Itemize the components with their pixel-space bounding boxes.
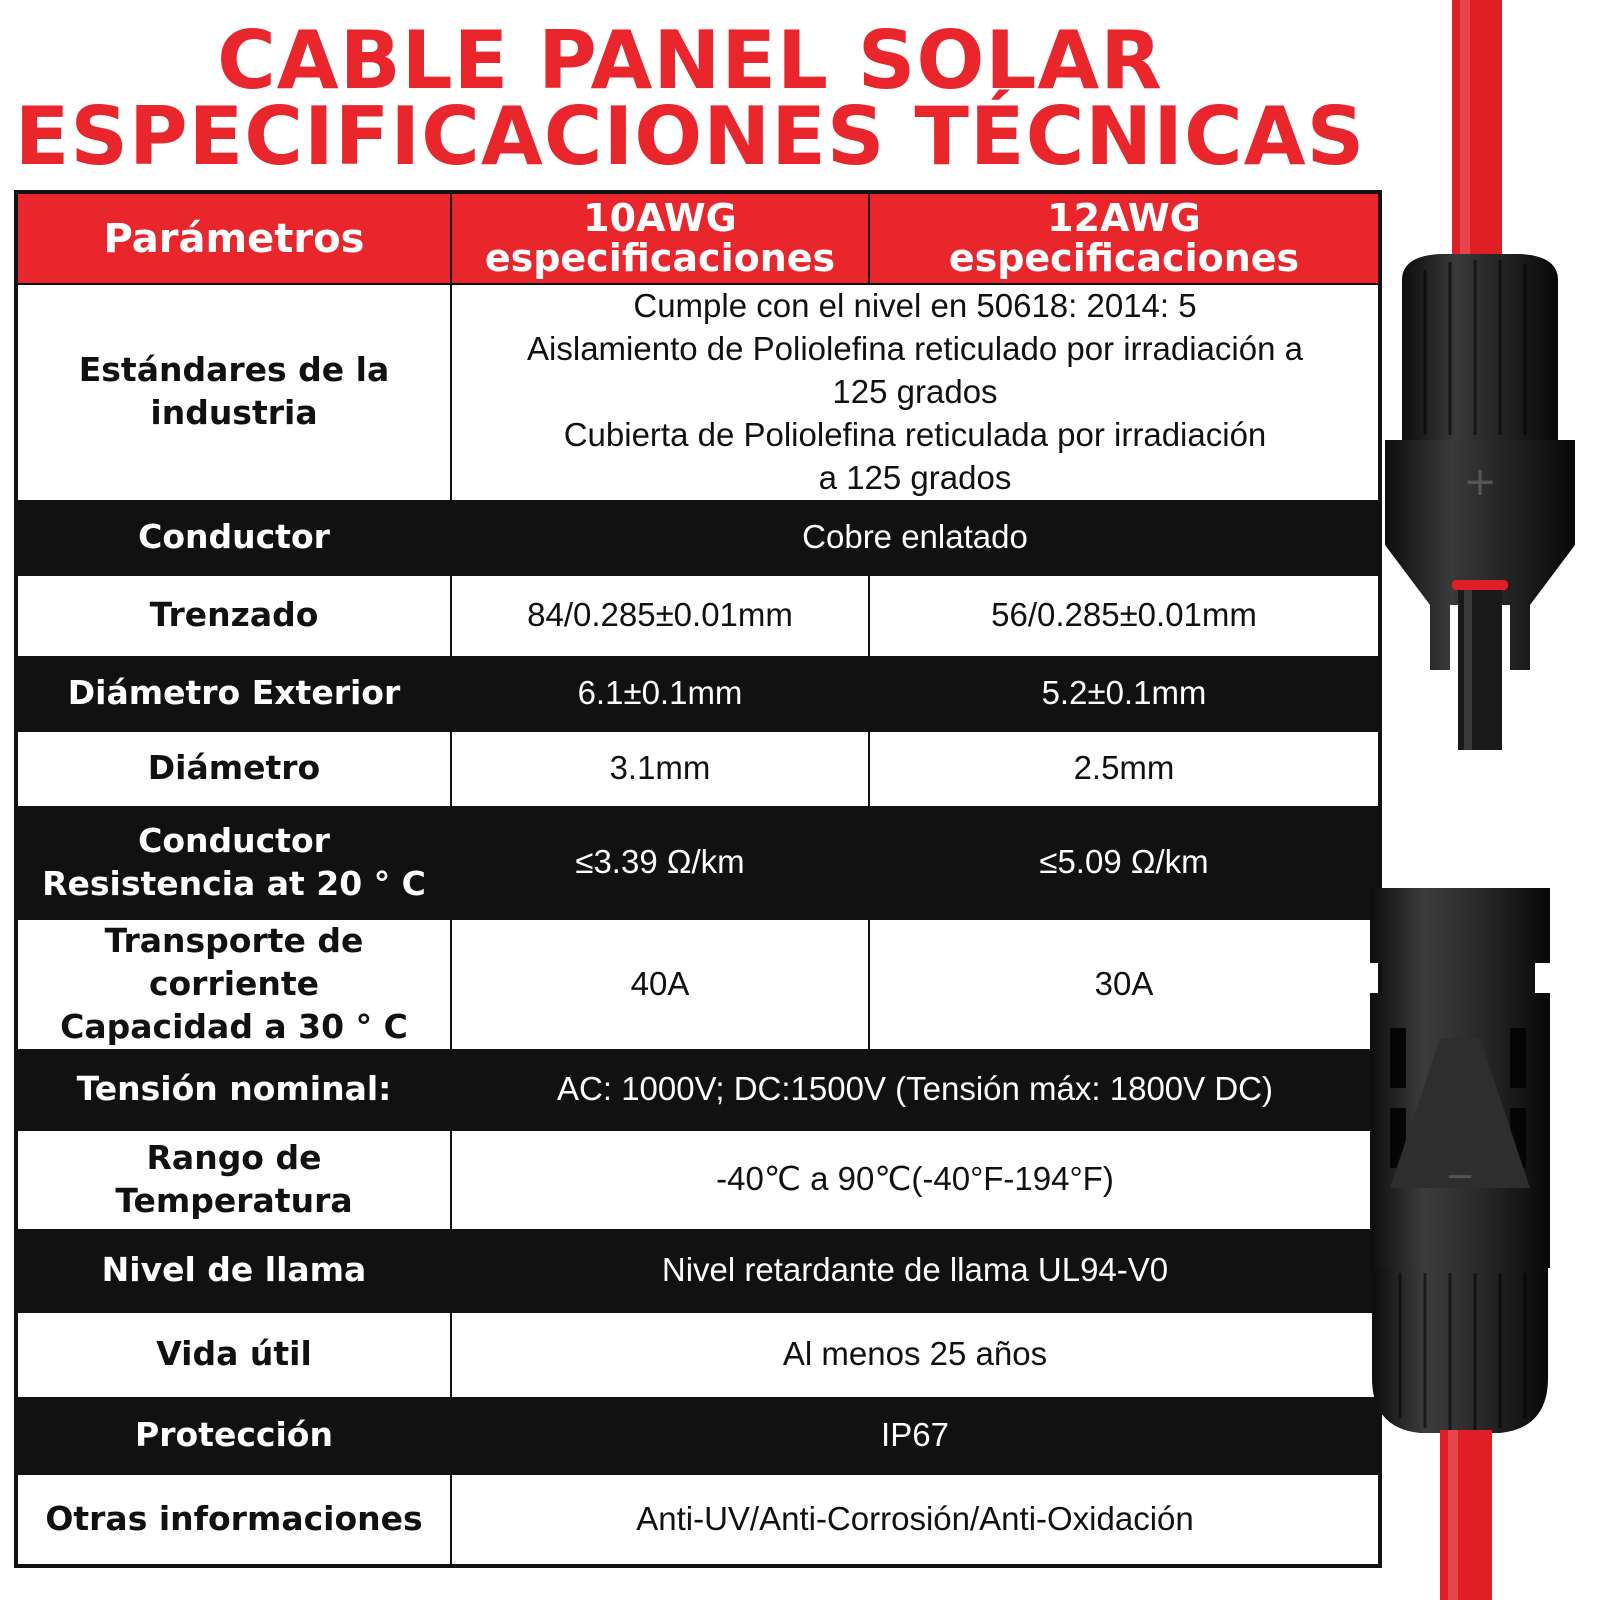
- param-label: Tensión nominal:: [16, 1050, 451, 1130]
- param-label: Otras informaciones: [16, 1474, 451, 1566]
- table-row: [16, 284, 1380, 501]
- value-10awg: ≤3.39 Ω/km: [451, 807, 869, 919]
- table-row: [16, 1130, 1380, 1230]
- param-label: Estándares de la industria: [16, 284, 451, 501]
- param-label: Protección: [16, 1398, 451, 1474]
- param-label: Transporte de corriente Capacidad a 30 ° C: [16, 919, 451, 1050]
- value-12awg: 30A: [869, 919, 1380, 1050]
- table-row: [16, 575, 1380, 657]
- table-row: [16, 1312, 1380, 1398]
- merged-value: IP67: [451, 1398, 1380, 1474]
- value-12awg: 2.5mm: [869, 731, 1380, 807]
- value-12awg: 56/0.285±0.01mm: [869, 575, 1380, 657]
- merged-value: -40℃ a 90℃(-40°F-194°F): [451, 1130, 1380, 1230]
- table-row: [16, 807, 1380, 919]
- table-row: [16, 1398, 1380, 1474]
- merged-value: Cobre enlatado: [451, 501, 1380, 575]
- param-label: Conductor: [16, 501, 451, 575]
- table-row: [16, 1050, 1380, 1130]
- plus-mark: +: [1463, 459, 1497, 505]
- value-10awg: 40A: [451, 919, 869, 1050]
- param-label: Nivel de llama: [16, 1230, 451, 1312]
- connector-bottom-image: [1370, 888, 1570, 1448]
- merged-value: Cumple con el nivel en 50618: 2014: 5 Aislamiento de Poliolefina reticulado por irradiación a 125 grados Cubierta de Poliolefina reticulada por irradiación a 125 grados: [451, 284, 1380, 501]
- connector-top-image: [1380, 250, 1580, 750]
- param-label: Conductor Resistencia at 20 ° C: [16, 807, 451, 919]
- title-line-2: ESPECIFICACIONES TÉCNICAS: [14, 90, 1366, 183]
- header-parametros: Parámetros: [16, 192, 451, 284]
- value-10awg: 84/0.285±0.01mm: [451, 575, 869, 657]
- header-row: [16, 192, 1380, 284]
- value-12awg: 5.2±0.1mm: [869, 657, 1380, 731]
- merged-value: Al menos 25 años: [451, 1312, 1380, 1398]
- merged-value: Anti-UV/Anti-Corrosión/Anti-Oxidación: [451, 1474, 1380, 1566]
- merged-value: Nivel retardante de llama UL94-V0: [451, 1230, 1380, 1312]
- table-row: [16, 1230, 1380, 1312]
- spec-table: [14, 190, 1382, 1568]
- value-10awg: 3.1mm: [451, 731, 869, 807]
- value-12awg: ≤5.09 Ω/km: [869, 807, 1380, 919]
- param-label: Rango de Temperatura: [16, 1130, 451, 1230]
- value-10awg: 6.1±0.1mm: [451, 657, 869, 731]
- param-label: Diámetro: [16, 731, 451, 807]
- param-label: Diámetro Exterior: [16, 657, 451, 731]
- minus-mark: −: [1444, 1156, 1476, 1197]
- header-12awg: 12AWG especificaciones: [869, 192, 1380, 284]
- title-line-1: CABLE PANEL SOLAR: [217, 14, 1163, 107]
- table-row: [16, 1474, 1380, 1566]
- table-row: [16, 501, 1380, 575]
- red-o-ring: [1452, 580, 1508, 590]
- table-row: [16, 731, 1380, 807]
- param-label: Trenzado: [16, 575, 451, 657]
- cable-bottom: [1440, 1430, 1492, 1600]
- cable-top: [1452, 0, 1502, 280]
- header-10awg: 10AWG especificaciones: [451, 192, 869, 284]
- param-label: Vida útil: [16, 1312, 451, 1398]
- merged-value: AC: 1000V; DC:1500V (Tensión máx: 1800V DC): [451, 1050, 1380, 1130]
- table-row: [16, 919, 1380, 1050]
- table-row: [16, 657, 1380, 731]
